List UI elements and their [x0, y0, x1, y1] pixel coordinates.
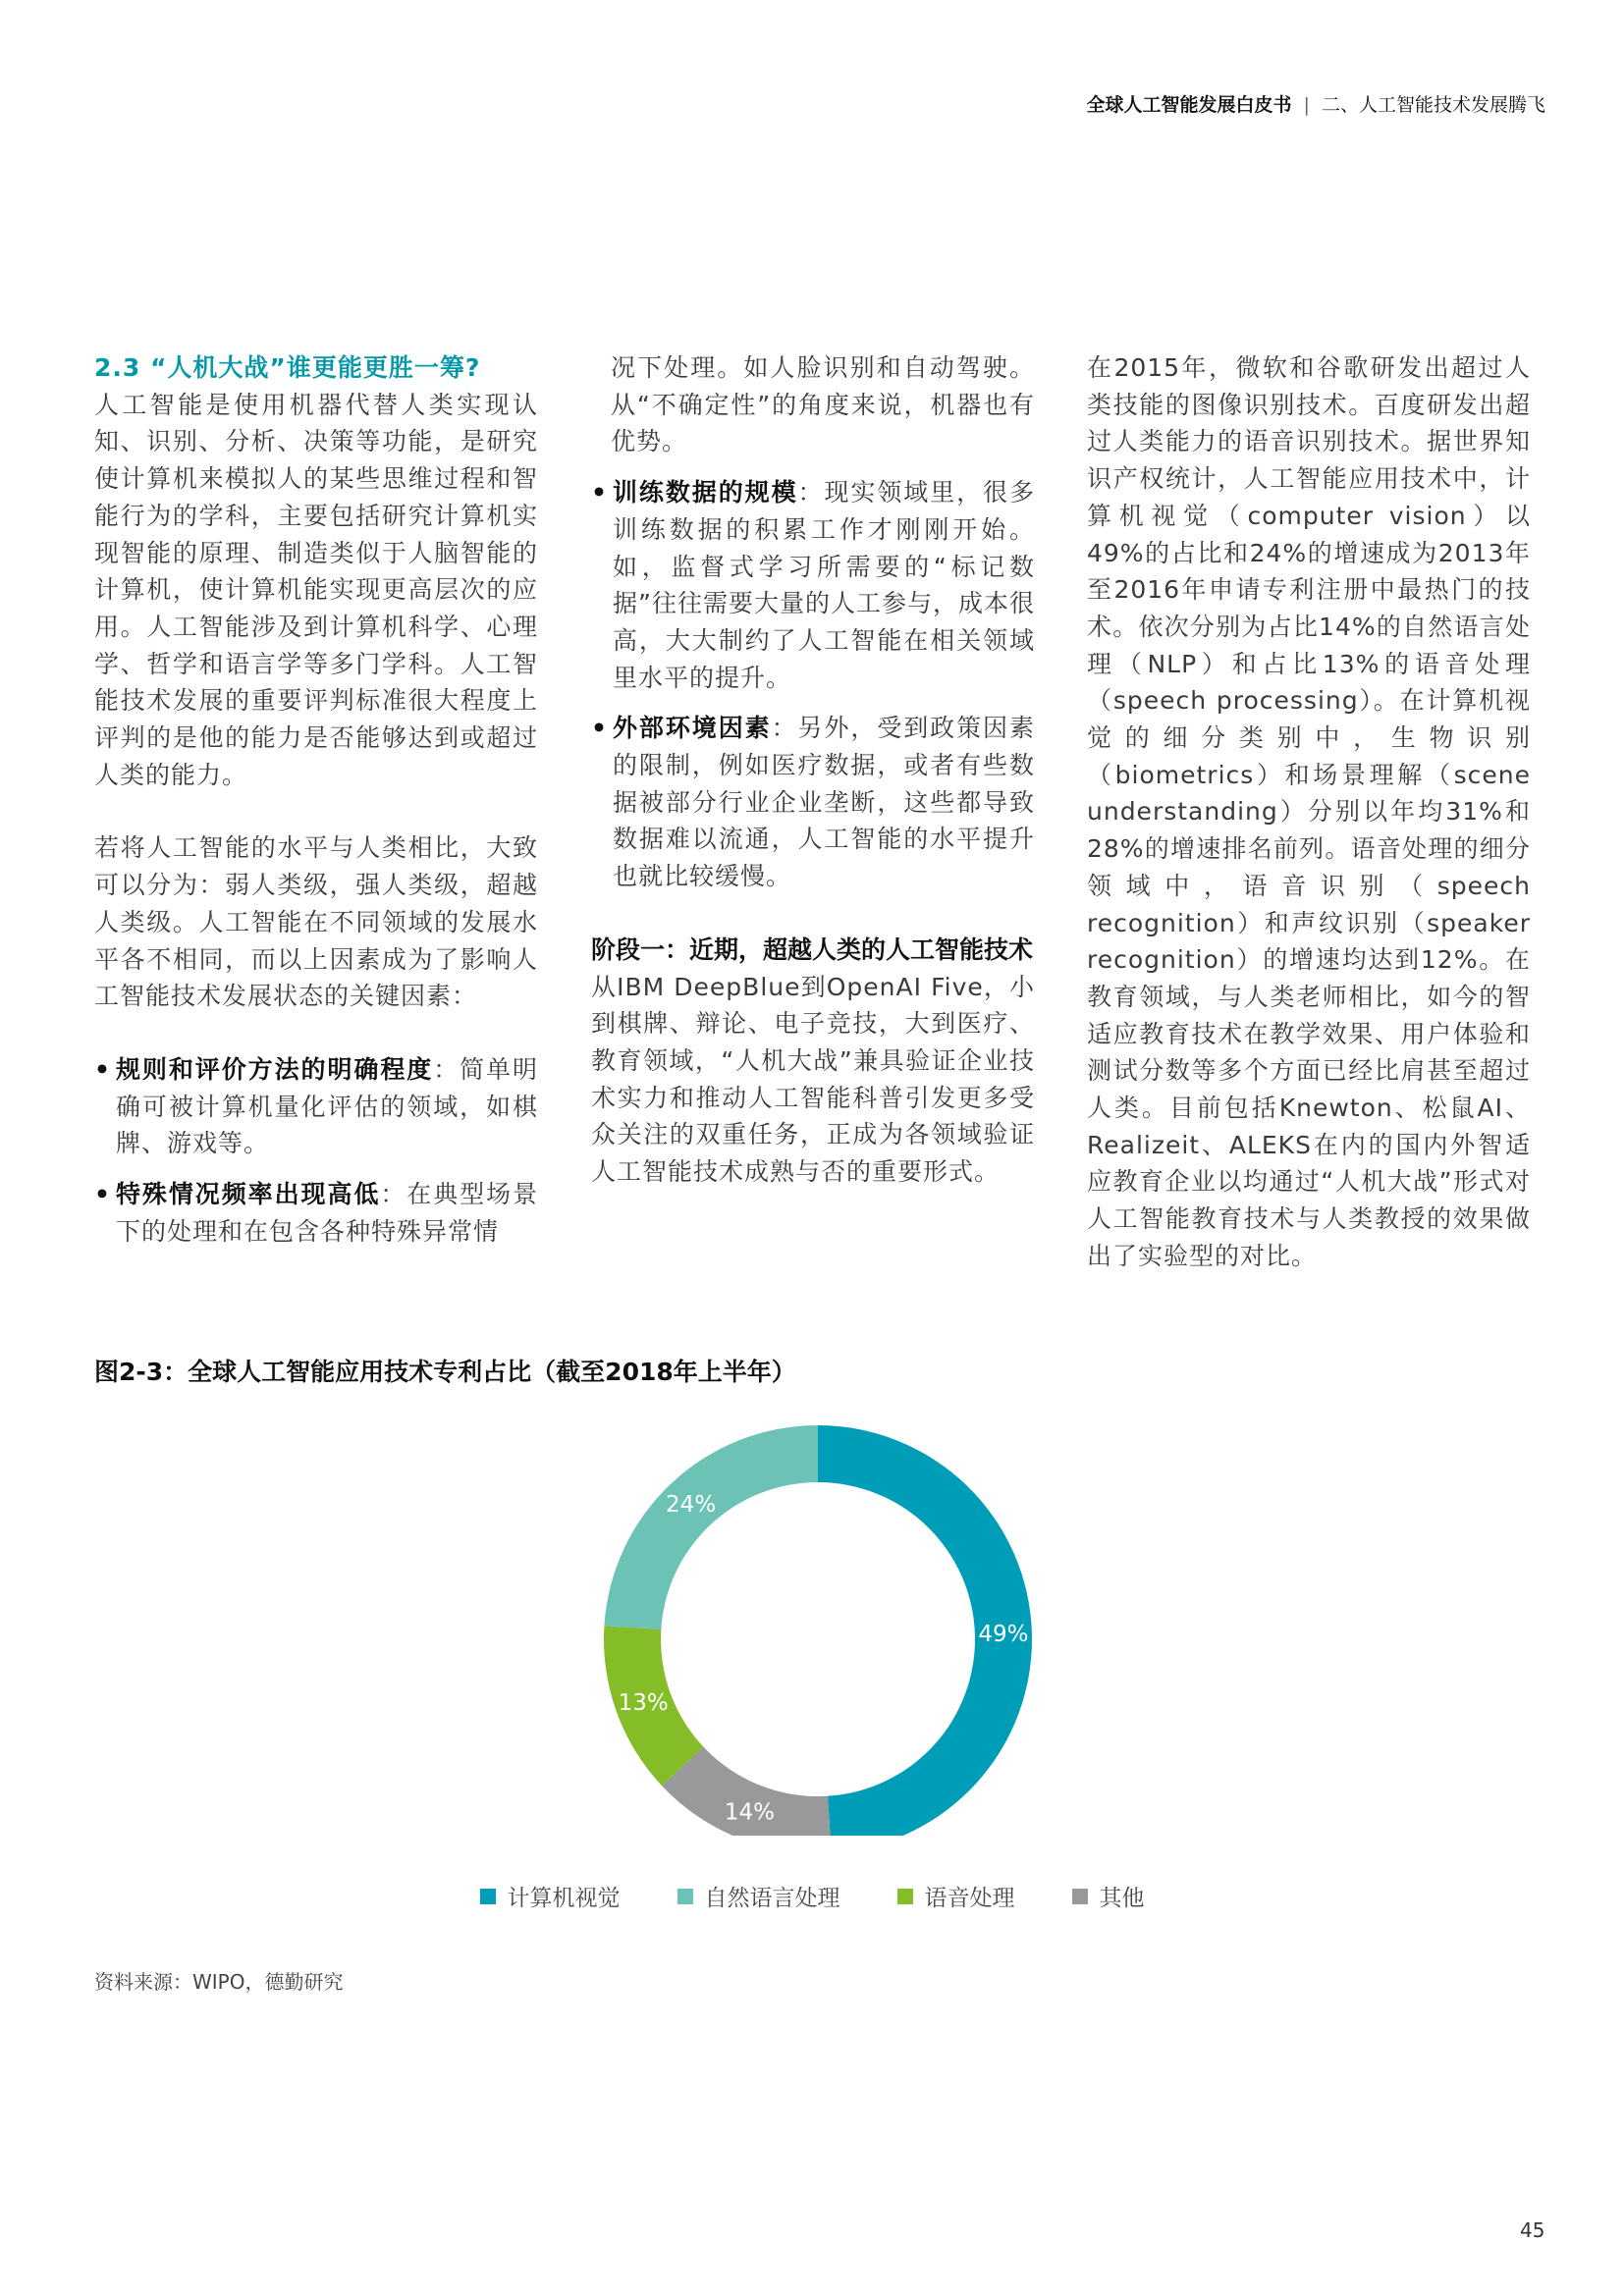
- legend-item: [1072, 1880, 1145, 1912]
- bullet-title: 外部环境因素: [613, 714, 772, 743]
- bullet-text: ：简单明确可被计算机量化评估的领域，如棋牌、游戏等。: [116, 1054, 538, 1158]
- bullet-icon: •: [591, 714, 608, 743]
- bullet-text: ：现实领域里，很多训练数据的积累工作才刚刚开始。如，监督式学习所需要的“标记数据”往往需要大量的人工参与，成本很高，大大制约了人工智能在相关领域里水平的提升。: [613, 478, 1035, 692]
- legend-swatch: [897, 1889, 913, 1904]
- header-separator: |: [1303, 94, 1310, 116]
- bullet-item: [94, 1051, 538, 1162]
- bullet-icon: •: [94, 1054, 111, 1084]
- chart-legend: [0, 1880, 1624, 1912]
- legend-item: [677, 1880, 840, 1912]
- text-column-1: [94, 349, 538, 1250]
- running-header: [1086, 90, 1545, 117]
- legend-item: [480, 1880, 621, 1912]
- paragraph: 从IBM DeepBlue到OpenAI Five，小到棋牌、辩论、电子竞技，大到医疗、教育领域，“人机大战”兼具验证企业技术实力和推动人工智能科普引发更多受众关注的双重任务，正成为各领域验证人工智能技术成熟与否的重要形式。: [591, 972, 1035, 1187]
- donut-slice-3: [604, 1425, 818, 1629]
- paragraph: 若将人工智能的水平与人类相比，大致可以分为：弱人类级，强人类级，超越人类级。人工智能在不同领域的发展水平各不相同，而以上因素成为了影响人工智能技术发展状态的关键因素：: [94, 833, 538, 1011]
- bullet-item: [591, 474, 1035, 696]
- stage-title: ：近期，超越人类的人工智能技术: [665, 934, 1034, 964]
- slice-label: 49%: [978, 1622, 1029, 1648]
- page-number: 45: [1520, 2218, 1545, 2242]
- stage-heading: [591, 932, 1035, 969]
- legend-label: 其他: [1099, 1886, 1145, 1911]
- legend-swatch: [677, 1889, 693, 1904]
- bullet-text: ：另外，受到政策因素的限制，例如医疗数据，或者有些数据被部分行业企业垄断，这些都导致数据难以流通，人工智能的水平提升也就比较缓慢。: [613, 714, 1035, 891]
- figure-title: 图2-3：全球人工智能应用技术专利占比（截至2018年上半年）: [94, 1358, 796, 1386]
- section-heading: 2.3 “人机大战”谁更能更胜一筹?: [94, 353, 481, 382]
- stage-label: 阶段一: [591, 934, 666, 964]
- legend-label: 计算机视觉: [507, 1886, 621, 1911]
- donut-chart: [0, 1423, 1624, 1836]
- paragraph: 人工智能是使用机器代替人类实现认知、识别、分析、决策等功能，是研究使计算机来模拟人的某些思维过程和智能行为的学科，主要包括研究计算机实现智能的原理、制造类似于人脑智能的计算机，使计算机能实现更高层次的应用。人工智能涉及到计算机科学、心理学、哲学和语言学等多门学科。人工智能技术发展的重要评判标准很大程度上评判的是他的能力是否能够达到或超过人类的能力。: [94, 390, 538, 789]
- bullet-title: 特殊情况频率出现高低: [116, 1180, 381, 1209]
- bullet-item: [591, 710, 1035, 895]
- text-column-3: [1087, 349, 1531, 1275]
- figure-source: 资料来源：WIPO，德勤研究: [94, 1970, 344, 1994]
- legend-swatch: [480, 1889, 496, 1904]
- bullet-text: ：在典型场景下的处理和在包含各种特殊异常情: [116, 1180, 538, 1246]
- bullet-title: 训练数据的规模: [613, 478, 798, 507]
- bullet-icon: •: [591, 478, 608, 507]
- text-column-2: [591, 349, 1035, 1191]
- slice-label: 13%: [618, 1690, 669, 1717]
- slice-label: 24%: [666, 1492, 717, 1519]
- paragraph: 在2015年，微软和谷歌研发出超过人类技能的图像识别技术。百度研发出超过人类能力的语音识别技术。据世界知识产权统计，人工智能应用技术中，计算机视觉（computer vision）以49%的占比和24%的增速成为2013年至2016年申请专利注册中最热门的技术。依次分别为占比14%的自然语言处理（NLP）和占比13%的语音处理（speech processing）。在计算机视觉的细分类别中，生物识别（biometrics）和场景理解（scene understanding）分别以年均31%和28%的增速排名前列。语音处理的细分领域中，语音识别（speech recognition）和声纹识别（speaker recognition）的增速均达到12%。在教育领域，与人类老师相比，如今的智适应教育技术在教学效果、用户体验和测试分数等多个方面已经比肩甚至超过人类。目前包括Knewton、松鼠AI、Realizeit、ALEKS在内的国内外智适应教育企业以均通过“人机大战”形式对人工智能教育技术与人类教授的效果做出了实验型的对比。: [1087, 353, 1531, 1270]
- bullet-item: [94, 1176, 538, 1250]
- paragraph: 况下处理。如人脸识别和自动驾驶。从“不确定性”的角度来说，机器也有优势。: [611, 353, 1035, 456]
- legend-label: 语音处理: [924, 1886, 1015, 1911]
- legend-swatch: [1072, 1889, 1088, 1904]
- bullet-title: 规则和评价方法的明确程度: [116, 1054, 434, 1084]
- book-title: 全球人工智能发展白皮书: [1086, 94, 1292, 116]
- slice-label: 14%: [724, 1799, 775, 1826]
- legend-item: [897, 1880, 1015, 1912]
- chapter-title: 二、人工智能技术发展腾飞: [1321, 94, 1545, 116]
- legend-label: 自然语言处理: [704, 1886, 840, 1911]
- bullet-icon: •: [94, 1180, 111, 1209]
